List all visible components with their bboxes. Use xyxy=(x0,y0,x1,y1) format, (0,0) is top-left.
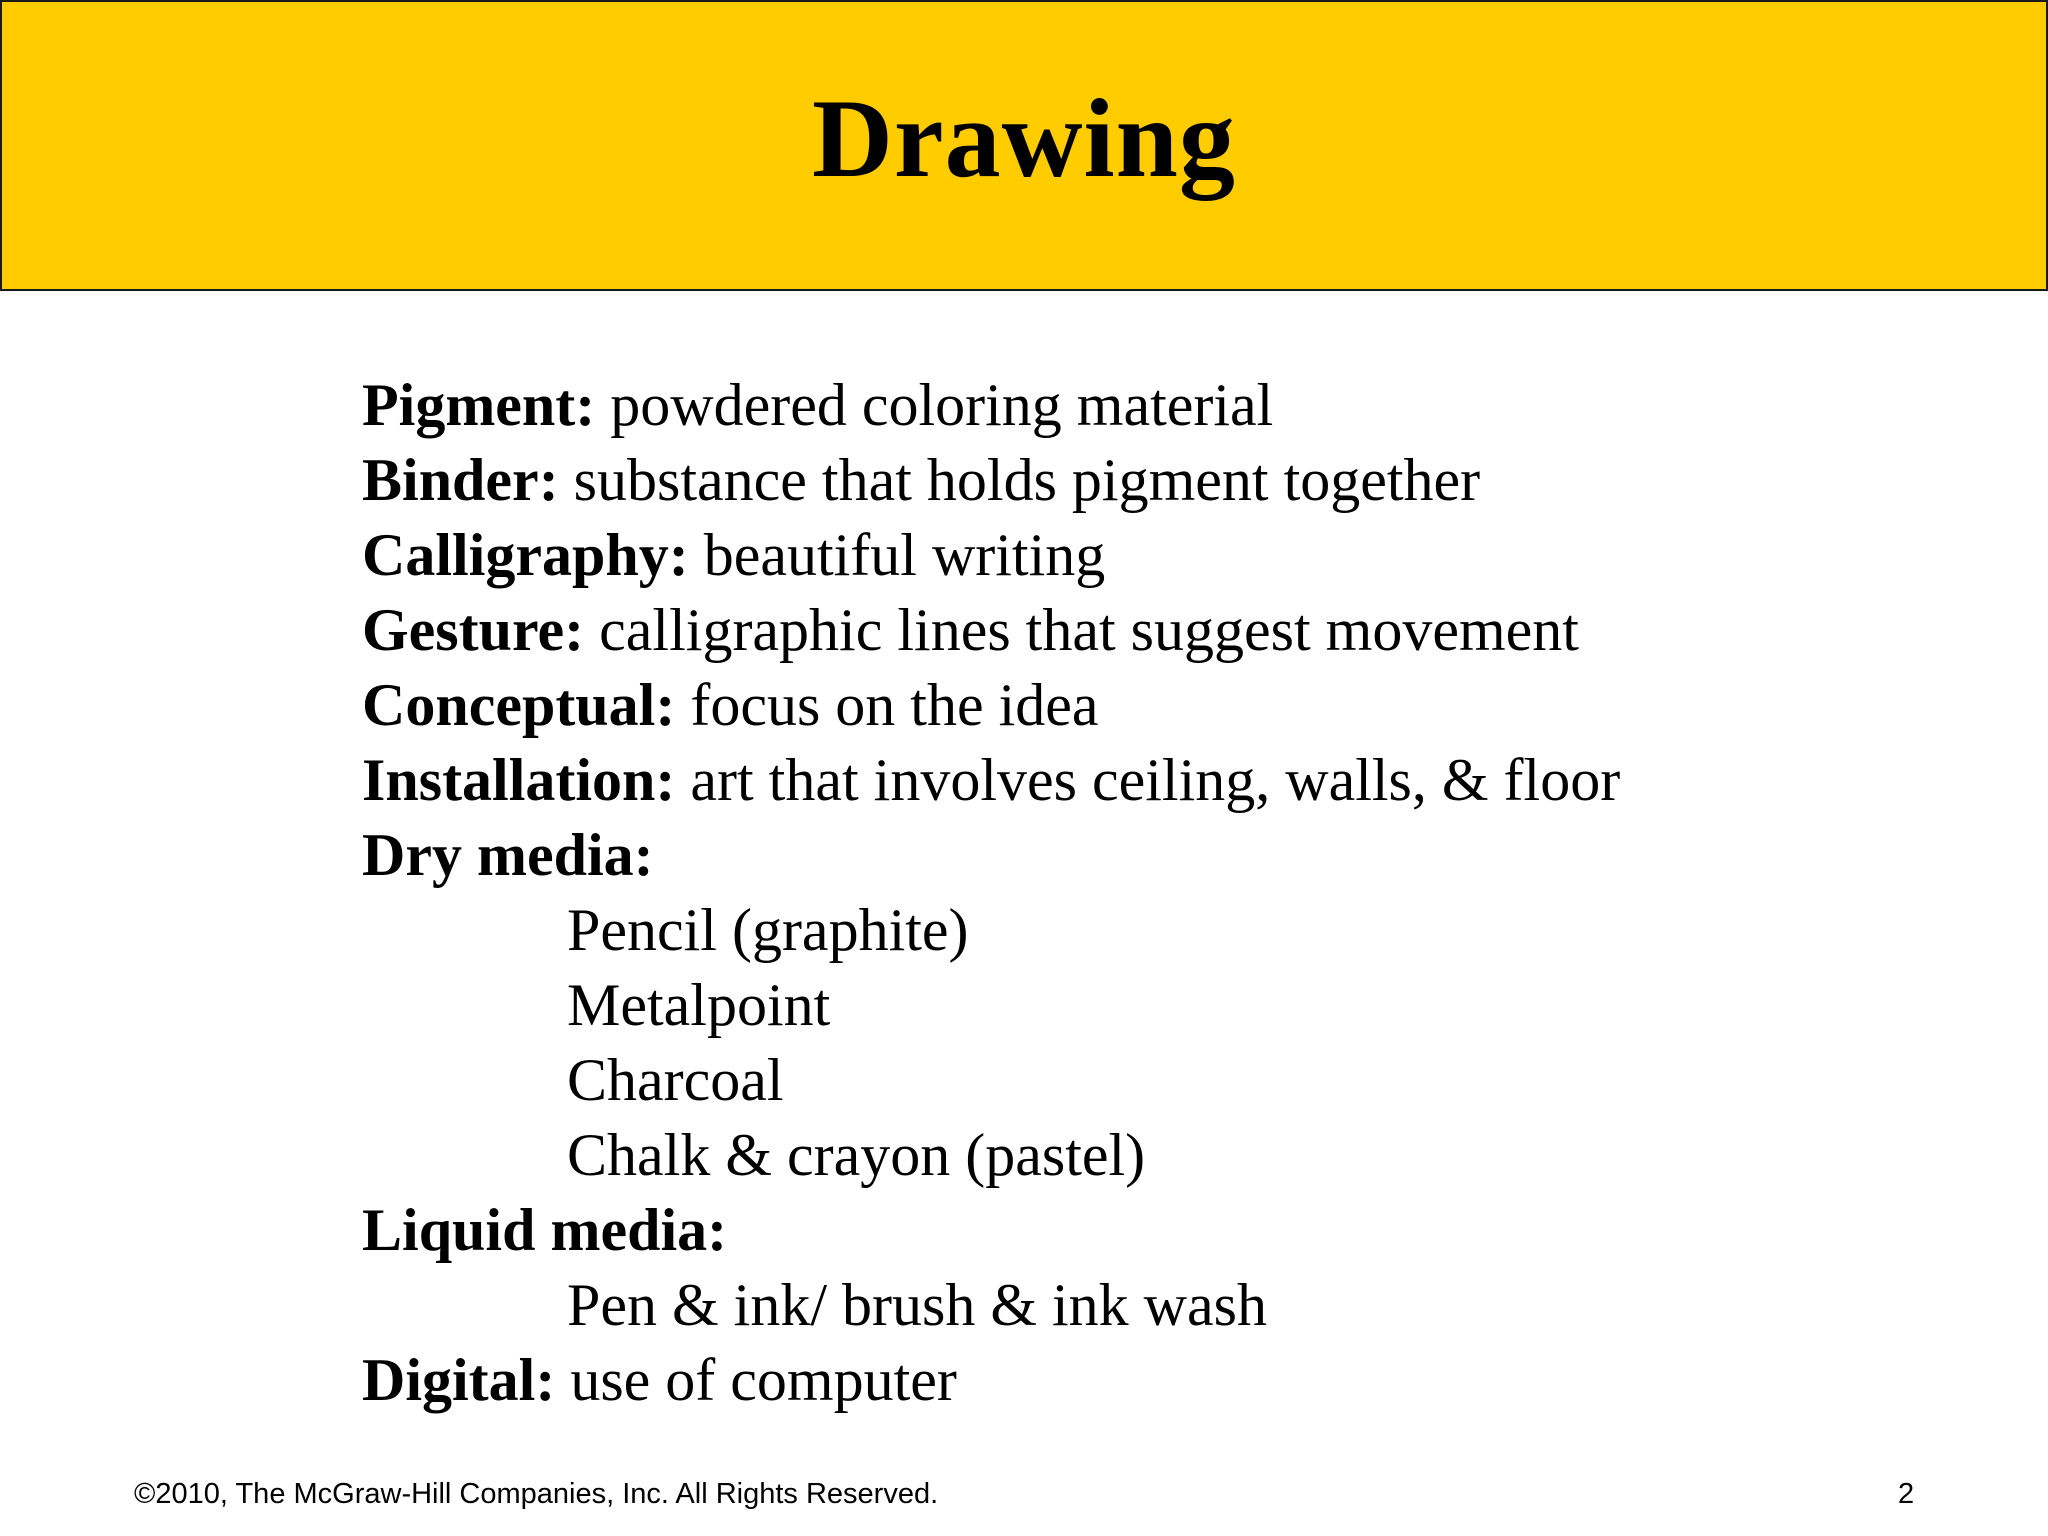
slide-content xyxy=(362,368,1862,1418)
term-label: Conceptual: xyxy=(362,672,676,738)
slide-title: Drawing xyxy=(812,76,1236,201)
term-definition: calligraphic lines that suggest movement xyxy=(584,597,1579,663)
term-label: Installation: xyxy=(362,747,676,813)
dry-media-item: Charcoal xyxy=(567,1047,784,1113)
term-label: Pigment: xyxy=(362,372,596,438)
definition-pigment xyxy=(362,368,1862,443)
liquid-media-heading xyxy=(362,1193,1862,1268)
dry-media-item: Pencil (graphite) xyxy=(567,897,969,963)
copyright-notice: ©2010, The McGraw-Hill Companies, Inc. All Rights Reserved. xyxy=(134,1478,939,1510)
dry-media-item: Chalk & crayon (pastel) xyxy=(567,1122,1146,1188)
definition-gesture xyxy=(362,593,1862,668)
definition-conceptual xyxy=(362,668,1862,743)
term-label: Dry media: xyxy=(362,822,654,888)
definition-binder xyxy=(362,443,1862,518)
page-number: 2 xyxy=(1898,1478,1915,1510)
liquid-media-item: Pen & ink/ brush & ink wash xyxy=(567,1272,1267,1338)
term-label: Digital: xyxy=(362,1347,556,1413)
dry-media-heading xyxy=(362,818,1862,893)
definition-digital xyxy=(362,1343,1862,1418)
term-label: Liquid media: xyxy=(362,1197,728,1263)
title-bar xyxy=(0,0,2048,291)
definition-calligraphy xyxy=(362,518,1862,593)
definition-installation xyxy=(362,743,1862,818)
term-definition: art that involves ceiling, walls, & floor xyxy=(675,747,1621,813)
term-label: Gesture: xyxy=(362,597,585,663)
term-definition: use of computer xyxy=(555,1347,957,1413)
dry-media-item: Metalpoint xyxy=(567,972,831,1038)
term-label: Calligraphy: xyxy=(362,522,689,588)
term-definition: focus on the idea xyxy=(675,672,1099,738)
term-definition: substance that holds pigment together xyxy=(558,447,1481,513)
term-definition: beautiful writing xyxy=(688,522,1106,588)
term-definition: powdered coloring material xyxy=(595,372,1274,438)
term-label: Binder: xyxy=(362,447,559,513)
